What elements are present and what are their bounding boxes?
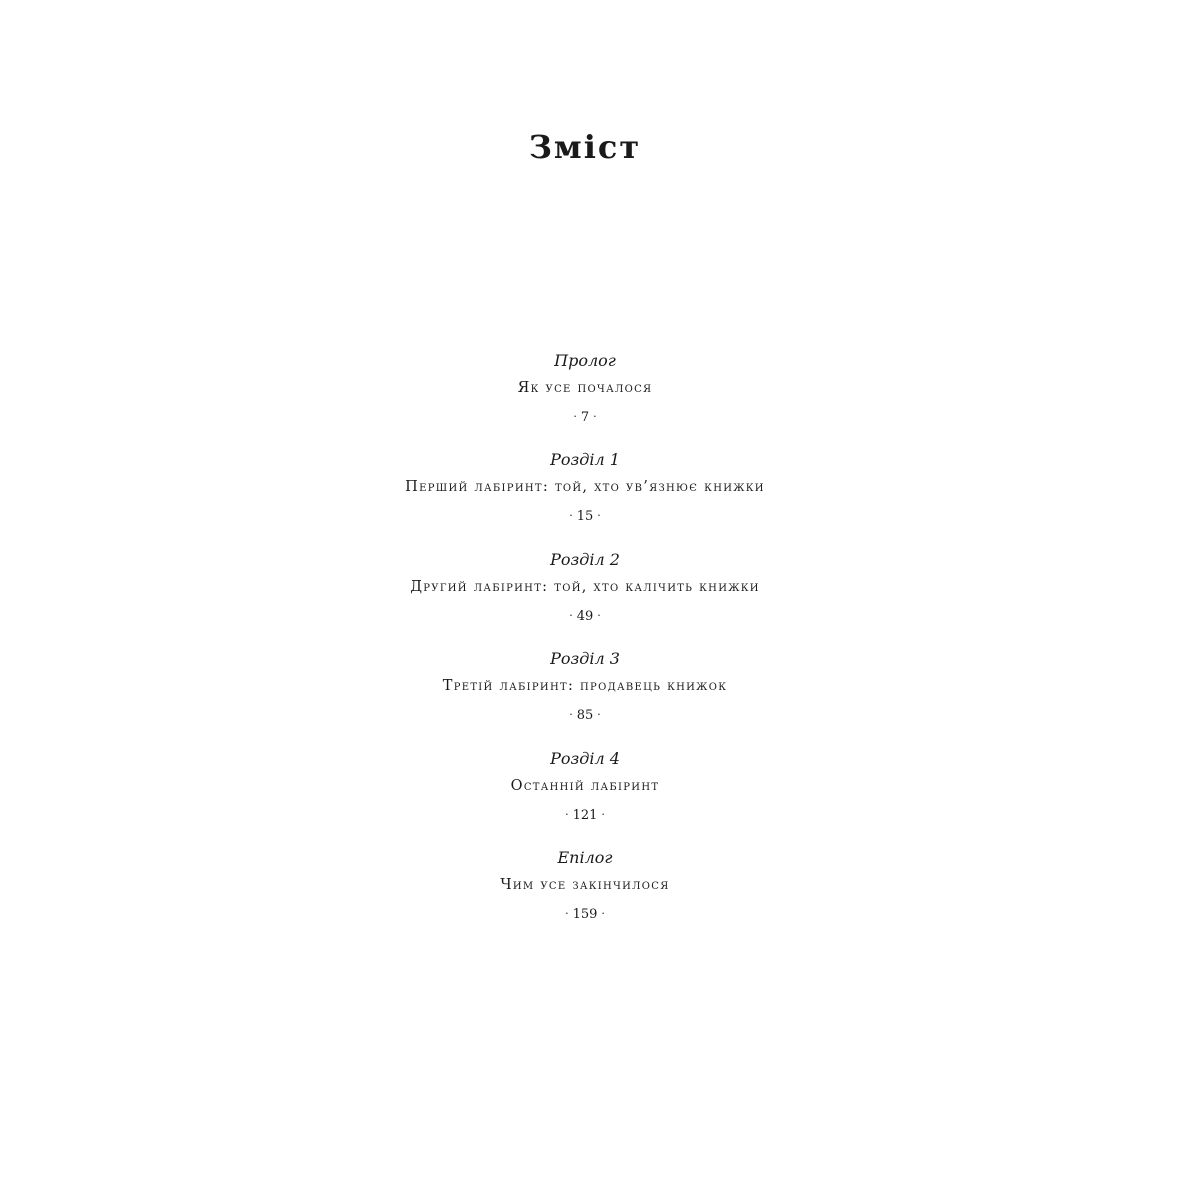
- toc-entry-chapter-3[interactable]: [0, 646, 1170, 745]
- entry-title: Перший лабіринт: той, хто ув’язнює книжки: [405, 479, 765, 496]
- toc-entry-epilogue[interactable]: [0, 845, 1170, 944]
- page-dot-left: ·: [569, 708, 573, 722]
- entry-title: Другий лабіринт: той, хто калічить книжки: [410, 578, 760, 595]
- page-dot-left: ·: [565, 906, 569, 920]
- page-number: 121: [572, 807, 598, 823]
- entry-title: Останній лабіринт: [510, 777, 660, 794]
- entry-label: Пролог: [554, 351, 616, 370]
- entry-title: Третій лабіринт: продавець книжок: [442, 678, 728, 695]
- page-dot-right: ·: [601, 807, 605, 821]
- entry-page-number: [0, 601, 1170, 631]
- page-title: Зміст: [528, 128, 642, 167]
- page-number: 7: [580, 410, 590, 425]
- entry-label: Розділ 3: [550, 649, 620, 669]
- entry-label: Епілог: [557, 847, 613, 867]
- entry-title: Чим усе закінчилося: [500, 876, 670, 893]
- page-dot-left: ·: [569, 509, 573, 523]
- entry-page-number: [0, 700, 1170, 730]
- toc-entry-chapter-4[interactable]: [0, 746, 1170, 845]
- page-number: 85: [576, 708, 594, 724]
- page-dot-left: ·: [569, 608, 573, 622]
- entry-page-number: [0, 899, 1170, 929]
- entry-label: Розділ 2: [550, 549, 620, 569]
- page-number: 49: [576, 608, 594, 624]
- toc-entry-chapter-2[interactable]: [0, 547, 1170, 646]
- table-of-contents: [0, 348, 1170, 944]
- page-dot-left: ·: [565, 807, 569, 821]
- page-dot-right: ·: [597, 608, 601, 622]
- entry-page-number: [0, 800, 1170, 830]
- toc-entry-chapter-1[interactable]: [0, 447, 1170, 546]
- page-dot-right: ·: [597, 509, 601, 523]
- page-dot-right: ·: [601, 906, 605, 920]
- entry-page-number: [0, 402, 1170, 432]
- page-dot-right: ·: [593, 410, 597, 423]
- page-dot-left: ·: [573, 410, 577, 423]
- page-dot-right: ·: [597, 708, 601, 722]
- entry-label: Розділ 1: [550, 450, 620, 470]
- entry-title: Як усе почалося: [517, 380, 653, 396]
- page-number: 159: [572, 906, 598, 922]
- entry-label: Розділ 4: [550, 748, 620, 768]
- entry-page-number: [0, 501, 1170, 531]
- page-number: 15: [576, 509, 594, 525]
- toc-entry-prologue[interactable]: [0, 348, 1170, 447]
